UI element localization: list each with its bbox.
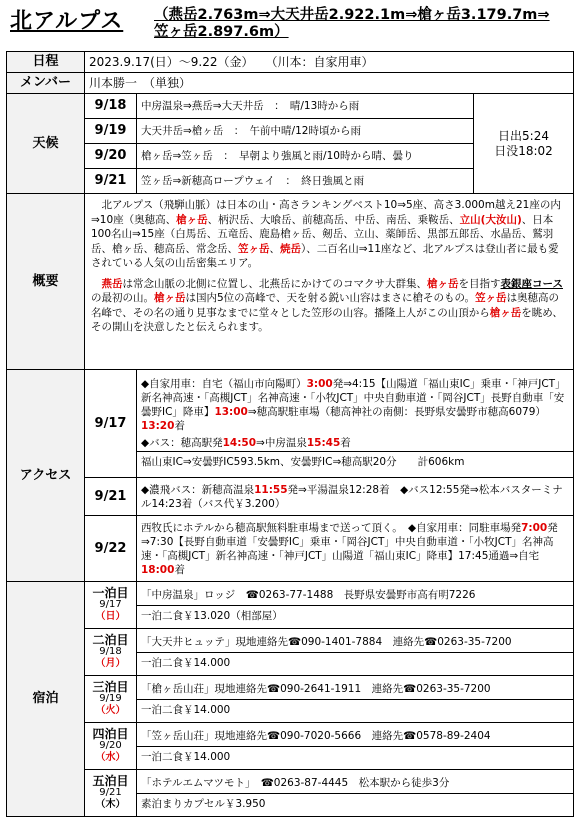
night-number: 二泊目 [92, 633, 129, 647]
access-text: ◆自家用車：自宅（福山市向陽町） [141, 378, 307, 390]
weather-text: 大天井岳⇒槍ヶ岳 ： 午前中晴/12時頃から雨 [137, 119, 474, 144]
members-row [7, 73, 574, 94]
overview-text: は奥穂高の名峰で、その名の通り見事なまでに堂々とした笠形の山容。播隆上人がこの山頂から [91, 292, 560, 319]
access-time: 15:45 [306, 437, 341, 449]
access-label: アクセス [7, 370, 85, 582]
access-text: ⇒穂高駅駐車場（穂高神社の南側：長野県安曇野市穂高6079） [247, 406, 546, 418]
access-distance: 福山東IC⇒安曇野IC593.5km、安曇野IC⇒穂高駅20分 計606km [137, 451, 573, 472]
access-text: 発⇒7:30【長野自動車道「安曇野IC」乗車・「岡谷JCT」中央自動車道・「小牧JCT」名神高速・「高槻JCT」新名神高速・「神戸JCT」山陽道「福山東IC」降車】17:45通過⇒自宅 [141, 521, 558, 562]
lodging-detail [137, 629, 574, 676]
access-text: 発⇒平湯温泉12:28着 ◆バス12:55発⇒松本バスターミナル14:23着（バス代￥3.200） [141, 483, 563, 510]
weather-text: 笠ヶ岳⇒新穂高ロープウェイ ： 終日強風と雨 [137, 169, 474, 194]
route-subtitle: （燕岳2.763m⇒大天井岳2.922.1m⇒槍ヶ岳3.179.7m⇒笠ヶ岳2.897.6m） [154, 7, 550, 40]
lodging-row [7, 582, 574, 629]
night-date: 9/18 [99, 646, 122, 657]
members-label: メンバー [7, 73, 85, 94]
highlight-yarigatake: 槍ヶ岳 [489, 306, 522, 319]
night-weekday: （水） [95, 752, 126, 763]
weather-date: 9/18 [85, 94, 137, 119]
access-row [7, 370, 574, 478]
lodging-night [85, 629, 137, 676]
sunset-time: 日没18:02 [494, 143, 553, 158]
access-text: 発⇒4:15【山陽道「福山東IC」乗車・「神戸JCT」新名神高速・「高槻JCT」名神高速・「小牧JCT」中央自動車道・「岡谷JCT」長野自動車「安曇野IC」降車】 [141, 378, 566, 418]
lodging-row [7, 676, 574, 723]
access-text: 着 [340, 437, 351, 449]
access-text: 着 [174, 420, 185, 432]
weather-date: 9/20 [85, 144, 137, 169]
access-time: 13:00 [214, 406, 248, 418]
night-number: 四泊目 [92, 727, 129, 741]
weather-label: 天候 [7, 94, 85, 194]
overview-label: 概要 [7, 194, 85, 370]
overview-text: は常念山脈の北側に位置し、北燕岳にかけてのコマクサ大群集、 [122, 277, 427, 290]
access-time: 7:00 [521, 521, 548, 534]
access-time: 13:20 [141, 420, 175, 432]
night-date: 9/20 [99, 740, 122, 751]
highlight-yakedake: 焼岳 [280, 242, 301, 255]
access-date: 9/17 [85, 370, 137, 478]
weather-row [7, 94, 574, 119]
lodging-detail [137, 582, 574, 629]
access-bus-route [137, 435, 573, 451]
lodging-row [7, 770, 574, 817]
night-number: 五泊目 [92, 774, 129, 788]
access-time: 18:00 [141, 563, 175, 576]
lodging-label: 宿泊 [7, 582, 85, 817]
access-time: 3:00 [306, 378, 333, 390]
access-text: ◆濃飛バス：新穂高温泉 [141, 483, 255, 496]
overview-text: 、柄沢岳、大喰岳、前穂高岳、中岳、南岳、乗鞍岳、 [207, 213, 460, 226]
sunrise-time: 日出5:24 [498, 128, 549, 143]
lodging-name: 「笠ヶ岳山荘」現地連絡先☎090-7020-5666 連絡先☎0578-89-2404 [137, 726, 573, 747]
overview-row [7, 194, 574, 370]
overview-text: を目指す [458, 277, 501, 290]
schedule-label: 日程 [7, 52, 85, 73]
lodging-detail [137, 723, 574, 770]
access-row [7, 516, 574, 582]
lodging-name: 「中房温泉」ロッジ ☎0263-77-1488 長野県安曇野市高有明7226 [137, 585, 573, 606]
access-detail [137, 370, 574, 478]
night-weekday: （月） [95, 658, 126, 669]
overview-text: 北アルプス（飛騨山脈）は日本の山・高さランキングベスト10⇒5座、高さ3.000m越え21座の内⇒10座（奥穂高、 [91, 199, 561, 226]
access-text: ◆バス：穂高駅発 [141, 437, 223, 449]
highlight-yarigatake: 槍ヶ岳 [176, 213, 208, 226]
night-date: 9/19 [99, 693, 122, 704]
highlight-yarigatake: 槍ヶ岳 [154, 292, 186, 304]
weather-date: 9/21 [85, 169, 137, 194]
night-number: 三泊目 [92, 680, 129, 694]
lodging-detail [137, 676, 574, 723]
access-detail [137, 516, 574, 582]
weather-date: 9/19 [85, 119, 137, 144]
weather-text: 槍ヶ岳⇒笠ヶ岳 ： 早朝より強風と雨/10時から晴、曇り [137, 144, 474, 169]
lodging-row [7, 629, 574, 676]
document-header [6, 4, 572, 44]
lodging-price: 素泊まりカプセル￥3.950 [141, 797, 266, 810]
highlight-yarigatake: 槍ヶ岳 [427, 277, 459, 290]
night-weekday: （火） [95, 705, 126, 716]
access-date: 9/21 [85, 478, 137, 516]
overview-text: ）、二百名山⇒11座など、北アルプスは登山者に最も愛されている人気の山岳密集エリア。 [91, 242, 559, 269]
lodging-price: 一泊二食￥14.000 [141, 750, 231, 763]
night-date: 9/21 [99, 787, 122, 798]
overview-text: の最初の山。 [91, 292, 154, 304]
night-weekday: （木） [95, 799, 126, 810]
night-date: 9/17 [99, 599, 122, 610]
weather-text: 中房温泉⇒燕岳⇒大天井岳 ： 晴/13時から雨 [137, 94, 474, 119]
lodging-price: 一泊二食￥13.020（相部屋） [141, 609, 283, 622]
highlight-omote-ginza: 表銀座コース [500, 277, 563, 290]
night-number: 一泊目 [92, 586, 129, 600]
lodging-detail [137, 770, 574, 817]
overview-text: を眺め、その開山を決意したと伝えられます。 [91, 306, 563, 333]
schedule-row [7, 52, 574, 73]
highlight-tsubakurodake: 燕岳 [101, 277, 123, 290]
overview-text: 、日本100名山⇒15座（白馬岳、五竜岳、鹿島槍ヶ岳、剱岳、立山、薬師岳、黒部五郎岳、水晶岳、鷲羽岳、槍ヶ岳、穂高岳、常念岳、 [91, 213, 554, 255]
access-car-route [137, 375, 573, 435]
lodging-price: 一泊二食￥14.000 [141, 703, 231, 716]
highlight-kasagatake: 笠ヶ岳 [475, 292, 507, 304]
overview-paragraph-2 [85, 275, 573, 339]
overview-text: 、 [269, 242, 280, 255]
lodging-name: 「槍ヶ岳山荘」現地連絡先☎090-2641-1911 連絡先☎0263-35-7200 [137, 679, 573, 700]
sun-times [474, 94, 574, 194]
access-time: 14:50 [222, 437, 257, 449]
access-time: 11:55 [254, 483, 288, 496]
highlight-tateyama: 立山(大汝山) [459, 213, 522, 226]
overview-text: は国内5位の高峰で、天を射る鋭い山容はまさに槍そのもの。 [185, 292, 476, 304]
access-text: 着 [174, 563, 185, 576]
lodging-night [85, 582, 137, 629]
overview-body [85, 194, 574, 370]
page-title: 北アルプス [10, 9, 124, 34]
lodging-night [85, 676, 137, 723]
members-value: 川本勝一 （単独） [85, 73, 574, 94]
schedule-value: 2023.9.17(日）～9.22（金） （川本：自家用車） [85, 52, 574, 73]
overview-paragraph-1 [85, 194, 573, 275]
access-text: ⇒中房温泉 [256, 437, 307, 449]
lodging-name: 「大天井ヒュッテ」現地連絡先☎090-1401-7884 連絡先☎0263-35-7200 [137, 632, 573, 653]
night-weekday: （日） [95, 611, 126, 622]
lodging-row [7, 723, 574, 770]
trip-report-table [6, 51, 574, 817]
access-text: 西牧氏にホテルから穂高駅無料駐車場まで送って頂く。 ◆自家用車：同駐車場発 [141, 521, 522, 534]
lodging-price: 一泊二食￥14.000 [141, 656, 231, 669]
highlight-kasagatake: 笠ヶ岳 [238, 242, 270, 255]
lodging-name: 「ホテルエムマツモト」 ☎0263-87-4445 松本駅から徒歩3分 [137, 773, 573, 794]
access-date: 9/22 [85, 516, 137, 582]
access-row [7, 478, 574, 516]
lodging-night [85, 723, 137, 770]
lodging-night [85, 770, 137, 817]
access-detail [137, 478, 574, 516]
